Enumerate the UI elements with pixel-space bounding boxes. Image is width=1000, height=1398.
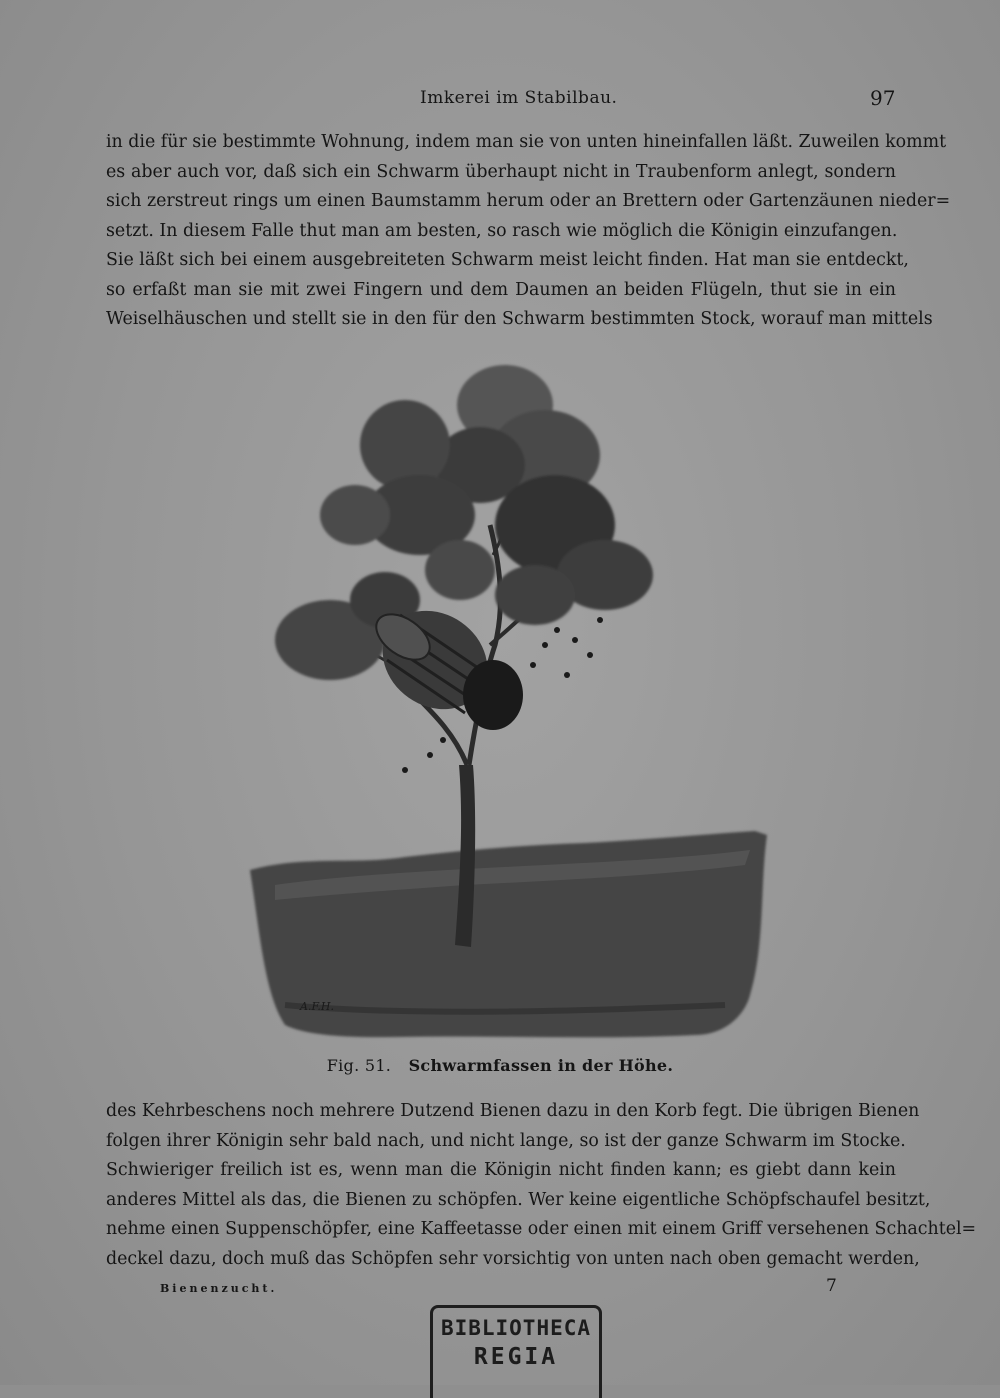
body-text-bottom xyxy=(106,1097,977,1274)
text-line: Weiselhäuschen und stellt sie in den für den Schwarm bestimmten Stock, worauf man mittels xyxy=(106,309,933,329)
running-head: Imkerei im Stabilbau. xyxy=(420,88,618,108)
text-line: setzt. In diesem Falle thut man am besten, so rasch wie möglich die Königin einzufangen. xyxy=(106,220,898,241)
stamp-line: REGIA xyxy=(473,1344,559,1370)
figure-title: Schwarmfassen in der Höhe. xyxy=(408,1056,674,1075)
stamp-line: BIBLIOTHECA xyxy=(440,1316,592,1340)
figure-caption xyxy=(0,1056,1000,1075)
text-line: deckel dazu, doch muß das Schöpfen sehr vorsichtig von unten nach oben gemacht werden, xyxy=(106,1248,920,1269)
signature-mark: Bienenzucht. xyxy=(160,1282,278,1295)
text-line: Schwieriger freilich ist es, wenn man die Königin nicht finden kann; es giebt dann kein xyxy=(106,1160,896,1180)
text-line: Sie läßt sich bei einem ausgebreiteten Schwarm meist leicht finden. Hat man sie entdeckt, xyxy=(106,250,909,270)
library-stamp xyxy=(430,1305,602,1398)
figure-number: Fig. 51. xyxy=(326,1056,392,1075)
artist-mark: A.F.H. xyxy=(300,1000,334,1013)
body-text-top xyxy=(106,128,951,335)
text-line: des Kehrbeschens noch mehrere Dutzend Bienen dazu in den Korb fegt. Die übrigen Bienen xyxy=(106,1101,920,1121)
text-line: es aber auch vor, daß sich ein Schwarm überhaupt nicht in Traubenform anlegt, sondern xyxy=(106,161,896,182)
text-line: sich zerstreut rings um einen Baumstamm herum oder an Brettern oder Gartenzäunen nieder= xyxy=(106,191,951,211)
tree-swarm-illustration xyxy=(245,345,780,1045)
text-line: anderes Mittel als das, die Bienen zu schöpfen. Wer keine eigentliche Schöpfschaufel besitzt, xyxy=(106,1189,931,1210)
text-line: nehme einen Suppenschöpfer, eine Kaffeetasse oder einen mit einem Griff versehenen Schachtel= xyxy=(106,1219,977,1239)
page-number: 97 xyxy=(870,86,896,110)
text-line: folgen ihrer Königin sehr bald nach, und nicht lange, so ist der ganze Schwarm im Stocke. xyxy=(106,1130,906,1151)
sheet-number: 7 xyxy=(826,1276,837,1296)
text-line: in die für sie bestimmte Wohnung, indem man sie von unten hineinfallen läßt. Zuweilen kommt xyxy=(106,132,947,152)
text-line: so erfaßt man sie mit zwei Fingern und dem Daumen an beiden Flügeln, thut sie in ein xyxy=(106,279,896,300)
